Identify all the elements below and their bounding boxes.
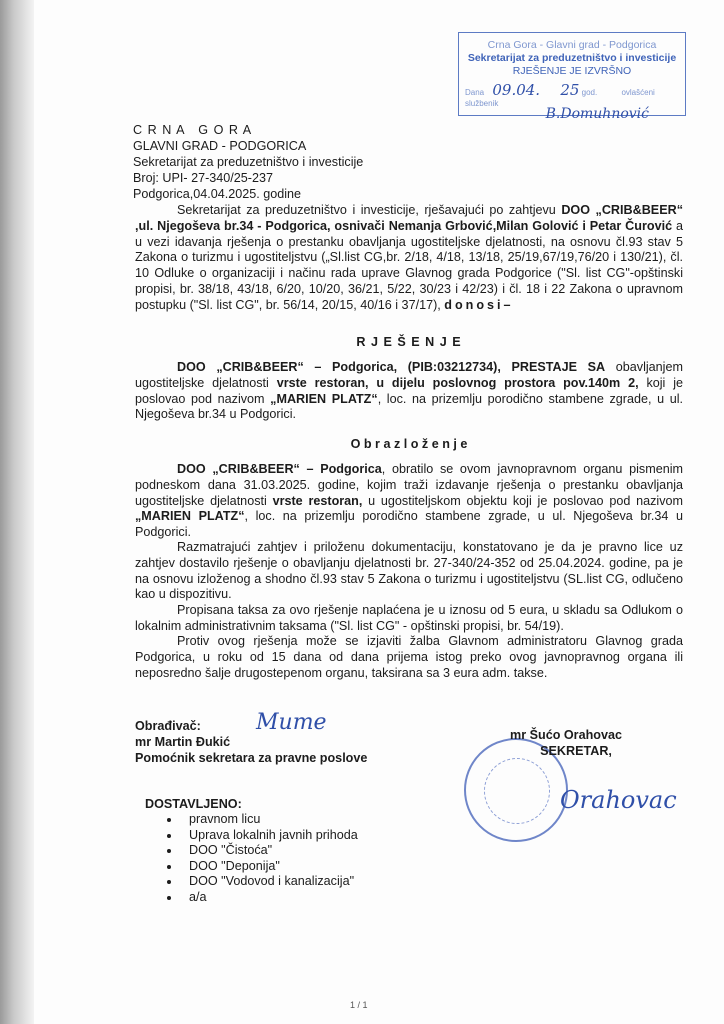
list-item: • pravnom licu xyxy=(181,812,358,828)
decision-title: R J E Š E N J E xyxy=(356,335,462,349)
stamp-line-3: RJEŠENJE JE IZVRŠNO xyxy=(512,65,632,77)
bold-text-segment: vrste restoran, u dijelu poslovnog prostora pov.140m 2, xyxy=(276,375,639,390)
stamp-officer-label: ovlašćeni službenik xyxy=(465,88,655,108)
secretary-block xyxy=(510,727,622,759)
reasoning-title: O b r a z l o ž e n j e xyxy=(350,437,468,451)
secretary-title: SEKRETAR, xyxy=(540,744,612,758)
reasoning-paragraph-3 xyxy=(135,603,683,635)
bold-text-segment: DOO „CRIB&BEER“ ,ul. Njegoševa br.34 - Podgorica, osnivači Nemanja Grbović,Milan Golović i Petar Čurović xyxy=(135,203,683,233)
processor-name: mr Martin Đukić xyxy=(135,735,231,749)
header-number: Broj: UPI- 27-340/25-237 xyxy=(133,171,274,185)
list-item: • a/a xyxy=(181,890,358,906)
list-item: • DOO "Vodovod i kanalizacija" xyxy=(181,874,358,890)
bold-text-segment: DOO „CRIB&BEER“ – Podgorica, (PIB:03212734), PRESTAJE SA xyxy=(177,360,606,374)
secretary-name: mr Šućo Orahovac xyxy=(510,728,622,742)
bold-text-segment: „MARIEN PLATZ“ xyxy=(270,391,378,406)
stamp-year-value: 25 xyxy=(560,81,580,99)
text-segment: , obratilo se ovom javnopravnom organu pismenim podneskom dana 31.03.2025. godine, kojim traži izdavanje rješenja o prestanku obavljanja ugostiteljske djelatnosti xyxy=(135,462,683,508)
processor-label: Obrađivač: xyxy=(135,719,201,733)
bold-text-segment: „MARIEN PLATZ“ xyxy=(135,509,245,524)
text-segment: obavljanjem ugostiteljske djelatnosti xyxy=(135,360,683,390)
bold-text-segment: vrste restoran, xyxy=(272,493,363,508)
stamp-signature: B.Domuhnović xyxy=(545,106,649,122)
processor-title: Pomoćnik sekretara za pravne poslove xyxy=(135,751,368,765)
intro-paragraph xyxy=(135,203,683,314)
list-item: • DOO "Čistoća" xyxy=(181,843,358,859)
list-item: • DOO "Deponija" xyxy=(181,859,358,875)
text-segment: , loc. na prizemlju porodično stambene zgrade, u ul. Njegoševa br.34 u Podgorici. xyxy=(135,509,684,540)
decision-paragraph xyxy=(135,360,683,423)
text-segment: a u vezi idavanja rješenja o prestanku obavljanja ugostiteljske djelatnosti, na osnovu čl.93 stav 5 Zakona o turizmu i ugostiteljstvu („Sl.list CG,br. 2/18, 4/18, 13/18, 25/19,67/19,76/20 i 130/21), čl. 10 Odluke o organizaciji i načinu rada uprave Glavnog grada Podgorice ("Sl. list CG"-opštinski propisi, br. 38/18, 43/18, 6/20, 10/20, 36/21, 5/22, 30/23 i 42/23) i čl. 18 i 22 Zakona o upravnom postupku ("Sl. list CG", br. 56/14, 20/15, 40/16 i 37/17), xyxy=(135,218,683,312)
enforceability-stamp xyxy=(458,32,686,122)
header-city: GLAVNI GRAD - PODGORICA xyxy=(133,139,307,153)
reasoning-paragraph-4 xyxy=(135,634,683,681)
reasoning-paragraph-2 xyxy=(135,540,683,603)
processor-block xyxy=(135,718,367,766)
stamp-date-value: 09.04. xyxy=(492,81,541,99)
bold-text-segment: DOO „CRIB&BEER“ – Podgorica xyxy=(177,462,382,476)
stamp-date-label: Dana xyxy=(465,88,485,97)
text-segment: Protiv ovog rješenja može se izjaviti žalba Glavnom administratoru Glavnog grada Podgorica, u roku od 15 dana od dana prijema istog preko ovog javnopravnog organa ili neposredno šalje drugostepenom organu, taksirana sa 3 eura adm. takse. xyxy=(135,634,683,680)
text-segment: Propisana taksa za ovo rješenje naplaćena je u iznosu od 5 eura, u skladu sa Odlukom o lokalnim administrativnim taksama ("Sl. list CG" - opštinski propisi, br. 54/19). xyxy=(135,603,683,633)
stamp-line-2: Sekretarijat za preduzetništvo i investicije xyxy=(467,52,677,64)
page-number: 1 / 1 xyxy=(350,1000,368,1010)
list-item: • Uprava lokalnih javnih prihoda xyxy=(181,828,358,844)
delivered-list xyxy=(165,812,358,906)
scan-edge-shadow xyxy=(0,0,34,1024)
header-country: C R N A G O R A xyxy=(133,123,253,137)
text-segment: u ugostiteljskom objektu koji je poslovao pod nazivom xyxy=(362,493,684,508)
header-place-date: Podgorica,04.04.2025. godine xyxy=(133,187,302,201)
processor-signature: Mume xyxy=(256,710,327,735)
text-segment: Sekretarijat za preduzetništvo i investicije, rješavajući po zahtjevu xyxy=(177,203,562,217)
text-segment: Razmatrajući zahtjev i priloženu dokumentaciju, konstatovano je da je pravno lice uz zahtjev dostavilo rješenje o obavljanju djelatnosti br. 27-340/24-352 od 25.04.2024. godine, pa je na osnovu izloženog a shodno čl.93 stav 5 Zakona o turizmu i ugostiteljstvu (SL.list CG, odlučeno kao u dispozitivu. xyxy=(135,540,683,602)
reasoning-paragraph-1 xyxy=(135,462,683,541)
header-office: Sekretarijat za preduzetništvo i investicije xyxy=(133,155,364,169)
letterhead xyxy=(133,122,363,202)
text-segment: koji je poslovao pod nazivom xyxy=(135,375,683,406)
delivered-label: DOSTAVLJENO: xyxy=(145,797,242,811)
bold-text-segment: donosi– xyxy=(444,297,514,312)
stamp-year-suffix: god. xyxy=(581,88,598,97)
text-segment: , loc. na prizemlju porodično stambene zgrade, u ul. Njegoševa br.34 u Podgorici. xyxy=(135,391,683,422)
stamp-line-1: Crna Gora - Glavni grad - Podgorica xyxy=(487,39,657,51)
secretary-signature: Orahovac xyxy=(560,786,677,814)
